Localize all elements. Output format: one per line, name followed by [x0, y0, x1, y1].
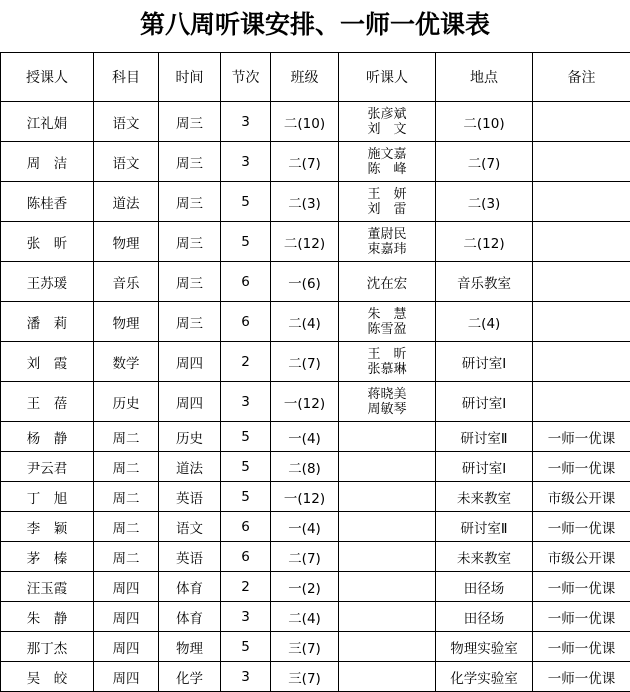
- table-row: [1, 512, 630, 542]
- cell-subject: 音乐: [94, 262, 159, 302]
- cell-location: 田径场: [436, 602, 533, 632]
- cell-remarks: [533, 182, 630, 222]
- cell-time: 周三: [159, 182, 221, 222]
- cell-time: 周三: [159, 142, 221, 182]
- cell-class: 三(7): [271, 662, 339, 692]
- cell-observers: [339, 512, 436, 542]
- cell-subject: 周二: [94, 482, 159, 512]
- cell-time: 历史: [159, 422, 221, 452]
- cell-teacher: 江礼娟: [1, 102, 94, 142]
- table-row: [1, 542, 630, 572]
- cell-observers: 王 昕 张慕琳: [339, 342, 436, 382]
- cell-teacher: 朱 静: [1, 602, 94, 632]
- cell-time: 周三: [159, 102, 221, 142]
- cell-observers: 朱 慧 陈雪盈: [339, 302, 436, 342]
- cell-remarks: [533, 302, 630, 342]
- cell-teacher: 汪玉霞: [1, 572, 94, 602]
- cell-class: 二(10): [271, 102, 339, 142]
- cell-time: 周三: [159, 302, 221, 342]
- table-row: [1, 222, 630, 262]
- cell-observers: [339, 572, 436, 602]
- column-header-subject: 科目: [94, 53, 159, 102]
- cell-period: 5: [221, 452, 271, 482]
- cell-location: 二(7): [436, 142, 533, 182]
- cell-period: 6: [221, 512, 271, 542]
- cell-location: 物理实验室: [436, 632, 533, 662]
- cell-location: 研讨室Ⅰ: [436, 342, 533, 382]
- cell-teacher: 丁 旭: [1, 482, 94, 512]
- cell-subject: 周二: [94, 542, 159, 572]
- cell-subject: 周二: [94, 512, 159, 542]
- table-row: [1, 182, 630, 222]
- cell-time: 周四: [159, 382, 221, 422]
- cell-subject: 周四: [94, 602, 159, 632]
- cell-observers: 王 妍 刘 雷: [339, 182, 436, 222]
- cell-time: 英语: [159, 542, 221, 572]
- cell-observers: [339, 452, 436, 482]
- cell-remarks: [533, 102, 630, 142]
- cell-remarks: 一师一优课: [533, 512, 630, 542]
- cell-time: 物理: [159, 632, 221, 662]
- table-row: [1, 452, 630, 482]
- table-row: [1, 572, 630, 602]
- cell-class: 二(4): [271, 602, 339, 632]
- cell-time: 道法: [159, 452, 221, 482]
- cell-period: 5: [221, 222, 271, 262]
- cell-teacher: 陈桂香: [1, 182, 94, 222]
- table-row: [1, 382, 630, 422]
- table-row: [1, 262, 630, 302]
- cell-time: 体育: [159, 572, 221, 602]
- cell-class: 二(12): [271, 222, 339, 262]
- cell-subject: 周四: [94, 662, 159, 692]
- cell-location: 音乐教室: [436, 262, 533, 302]
- cell-subject: 周四: [94, 632, 159, 662]
- page-title: 第八周听课安排、一师一优课表: [139, 10, 490, 39]
- cell-period: 5: [221, 482, 271, 512]
- cell-teacher: 周 洁: [1, 142, 94, 182]
- cell-remarks: 一师一优课: [533, 662, 630, 692]
- cell-remarks: [533, 342, 630, 382]
- cell-observers: 施文嘉 陈 峰: [339, 142, 436, 182]
- column-header-period: 节次: [221, 53, 271, 102]
- table-row: [1, 102, 630, 142]
- cell-location: 田径场: [436, 572, 533, 602]
- cell-teacher: 王 蓓: [1, 382, 94, 422]
- cell-location: 研讨室Ⅰ: [436, 382, 533, 422]
- cell-period: 3: [221, 602, 271, 632]
- cell-class: 一(6): [271, 262, 339, 302]
- cell-class: 一(2): [271, 572, 339, 602]
- cell-subject: 物理: [94, 222, 159, 262]
- cell-teacher: 张 昕: [1, 222, 94, 262]
- cell-subject: 周二: [94, 452, 159, 482]
- cell-location: 二(4): [436, 302, 533, 342]
- header-row: [1, 53, 630, 102]
- cell-remarks: [533, 382, 630, 422]
- cell-teacher: 吴 皎: [1, 662, 94, 692]
- cell-remarks: [533, 142, 630, 182]
- table-row: [1, 662, 630, 692]
- cell-time: 周三: [159, 262, 221, 302]
- cell-class: 一(4): [271, 422, 339, 452]
- cell-period: 2: [221, 342, 271, 382]
- cell-subject: 物理: [94, 302, 159, 342]
- table-row: [1, 602, 630, 632]
- cell-remarks: 一师一优课: [533, 632, 630, 662]
- cell-time: 周三: [159, 222, 221, 262]
- cell-location: 研讨室Ⅱ: [436, 512, 533, 542]
- cell-location: 未来教室: [436, 482, 533, 512]
- table-row: [1, 142, 630, 182]
- cell-observers: [339, 482, 436, 512]
- cell-period: 2: [221, 572, 271, 602]
- table-row: [1, 632, 630, 662]
- cell-subject: 语文: [94, 142, 159, 182]
- table-row: [1, 342, 630, 382]
- cell-subject: 语文: [94, 102, 159, 142]
- cell-observers: [339, 662, 436, 692]
- column-header-time: 时间: [159, 53, 221, 102]
- cell-observers: 董尉民 束嘉玮: [339, 222, 436, 262]
- column-header-teacher: 授课人: [1, 53, 94, 102]
- cell-period: 6: [221, 542, 271, 572]
- cell-class: 二(7): [271, 142, 339, 182]
- cell-remarks: 一师一优课: [533, 452, 630, 482]
- cell-remarks: [533, 262, 630, 302]
- table-row: [1, 482, 630, 512]
- table-row: [1, 302, 630, 342]
- cell-subject: 历史: [94, 382, 159, 422]
- cell-period: 3: [221, 102, 271, 142]
- cell-teacher: 潘 莉: [1, 302, 94, 342]
- cell-observers: 沈在宏: [339, 262, 436, 302]
- cell-period: 5: [221, 182, 271, 222]
- cell-period: 3: [221, 382, 271, 422]
- cell-class: 二(7): [271, 542, 339, 572]
- cell-class: 一(12): [271, 382, 339, 422]
- cell-class: 二(7): [271, 342, 339, 382]
- cell-period: 6: [221, 262, 271, 302]
- cell-teacher: 杨 静: [1, 422, 94, 452]
- cell-location: 二(3): [436, 182, 533, 222]
- cell-class: 一(4): [271, 512, 339, 542]
- cell-remarks: 一师一优课: [533, 572, 630, 602]
- cell-subject: 数学: [94, 342, 159, 382]
- column-header-location: 地点: [436, 53, 533, 102]
- cell-remarks: 市级公开课: [533, 542, 630, 572]
- cell-period: 5: [221, 422, 271, 452]
- cell-remarks: 一师一优课: [533, 602, 630, 632]
- cell-period: 6: [221, 302, 271, 342]
- cell-class: 二(4): [271, 302, 339, 342]
- cell-time: 化学: [159, 662, 221, 692]
- cell-observers: [339, 632, 436, 662]
- cell-remarks: [533, 222, 630, 262]
- cell-period: 3: [221, 142, 271, 182]
- cell-period: 3: [221, 662, 271, 692]
- cell-class: 一(12): [271, 482, 339, 512]
- cell-remarks: 一师一优课: [533, 422, 630, 452]
- schedule-table: [0, 52, 630, 692]
- cell-location: 研讨室Ⅱ: [436, 422, 533, 452]
- cell-subject: 周二: [94, 422, 159, 452]
- column-header-class: 班级: [271, 53, 339, 102]
- cell-teacher: 尹云君: [1, 452, 94, 482]
- cell-remarks: 市级公开课: [533, 482, 630, 512]
- cell-class: 二(8): [271, 452, 339, 482]
- cell-class: 三(7): [271, 632, 339, 662]
- cell-location: 化学实验室: [436, 662, 533, 692]
- cell-teacher: 茅 榛: [1, 542, 94, 572]
- cell-class: 二(3): [271, 182, 339, 222]
- cell-subject: 周四: [94, 572, 159, 602]
- cell-subject: 道法: [94, 182, 159, 222]
- cell-time: 语文: [159, 512, 221, 542]
- cell-time: 周四: [159, 342, 221, 382]
- cell-period: 5: [221, 632, 271, 662]
- column-header-remarks: 备注: [533, 53, 630, 102]
- cell-teacher: 王苏瑗: [1, 262, 94, 302]
- cell-teacher: 李 颖: [1, 512, 94, 542]
- cell-observers: [339, 602, 436, 632]
- cell-observers: [339, 542, 436, 572]
- cell-time: 体育: [159, 602, 221, 632]
- cell-observers: [339, 422, 436, 452]
- cell-location: 未来教室: [436, 542, 533, 572]
- cell-observers: 张彦斌 刘 文: [339, 102, 436, 142]
- table-row: [1, 422, 630, 452]
- cell-time: 英语: [159, 482, 221, 512]
- cell-location: 研讨室Ⅰ: [436, 452, 533, 482]
- column-header-observers: 听课人: [339, 53, 436, 102]
- cell-location: 二(12): [436, 222, 533, 262]
- cell-teacher: 那丁杰: [1, 632, 94, 662]
- cell-teacher: 刘 霞: [1, 342, 94, 382]
- cell-observers: 蒋晓美 周敏琴: [339, 382, 436, 422]
- cell-location: 二(10): [436, 102, 533, 142]
